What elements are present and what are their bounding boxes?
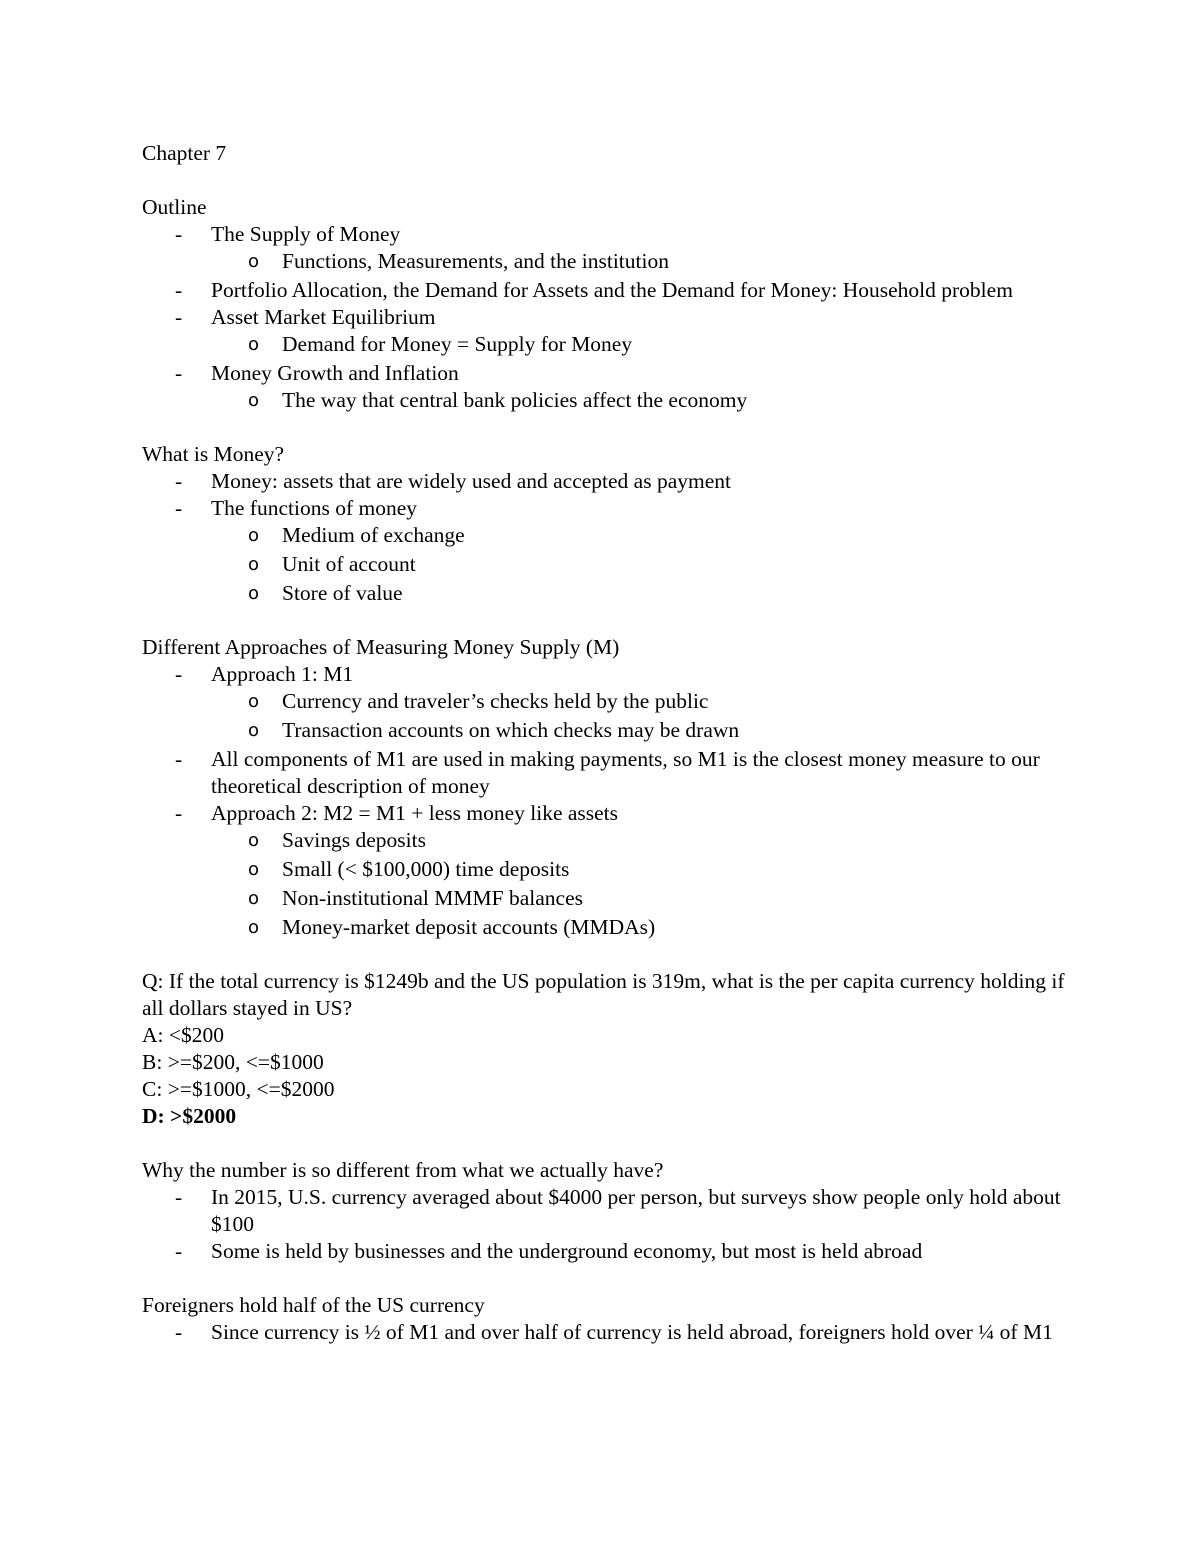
list-item-text: Money: assets that are widely used and accepted as payment (211, 469, 731, 493)
bullet-marker: o (248, 334, 260, 355)
sub-list-item (142, 914, 1072, 941)
bullet-marker: o (248, 859, 260, 880)
why-different-heading: Why the number is so different from what we actually have? (142, 1158, 664, 1182)
list-item-text: The functions of money (211, 496, 417, 520)
bullet-marker: o (248, 888, 260, 909)
dash-marker: - (175, 1239, 183, 1263)
spacer (142, 414, 1072, 441)
dash-marker: - (175, 747, 183, 771)
sub-list-item (142, 387, 1072, 414)
list-item-text: Approach 1: M1 (211, 662, 354, 686)
sub-list-item (142, 856, 1072, 883)
approaches-list (142, 661, 1072, 941)
dash-marker: - (175, 496, 183, 520)
spacer (142, 1265, 1072, 1292)
sub-list-item-text: Non-institutional MMMF balances (282, 886, 583, 910)
chapter-title: Chapter 7 (142, 141, 227, 165)
bullet-marker: o (248, 554, 260, 575)
sub-list-item-text: Functions, Measurements, and the institution (282, 249, 669, 273)
approaches-heading: Different Approaches of Measuring Money Supply (M) (142, 635, 620, 659)
dash-marker: - (175, 1320, 183, 1344)
sub-list-item-text: Savings deposits (282, 828, 426, 852)
sub-list-item-text: The way that central bank policies affect the economy (282, 388, 748, 412)
document-page (142, 140, 1072, 1346)
list-item-text: Since currency is ½ of M1 and over half of currency is held abroad, foreigners hold over ¼ of M1 (211, 1320, 1053, 1344)
list-item (142, 495, 1072, 522)
list-item-text: Asset Market Equilibrium (211, 305, 436, 329)
list-item-text: Portfolio Allocation, the Demand for Assets and the Demand for Money: Household problem (211, 278, 1013, 302)
dash-marker: - (175, 222, 183, 246)
why-different-list (142, 1184, 1072, 1265)
question-text: Q: If the total currency is $1249b and the US population is 319m, what is the per capita currency holding if all dollars stayed in US? (142, 969, 1070, 1020)
bullet-marker: o (248, 691, 260, 712)
list-item (142, 304, 1072, 331)
sub-list-item (142, 885, 1072, 912)
bullet-marker: o (248, 830, 260, 851)
sub-list-item (142, 580, 1072, 607)
dash-marker: - (175, 361, 183, 385)
question-option: C: >=$1000, <=$2000 (142, 1077, 335, 1101)
dash-marker: - (175, 469, 183, 493)
list-item-text: Approach 2: M2 = M1 + less money like assets (211, 801, 619, 825)
sub-list-item (142, 688, 1072, 715)
bullet-marker: o (248, 720, 260, 741)
bullet-marker: o (248, 390, 260, 411)
sub-list-item-text: Demand for Money = Supply for Money (282, 332, 633, 356)
sub-list-item (142, 551, 1072, 578)
list-item (142, 661, 1072, 688)
list-item-text: All components of M1 are used in making payments, so M1 is the closest money measure to our theoretical description of money (211, 747, 1040, 798)
list-item (142, 1319, 1072, 1346)
list-item (142, 221, 1072, 248)
list-item (142, 1238, 1072, 1265)
sub-list-item-text: Transaction accounts on which checks may be drawn (282, 718, 740, 742)
dash-marker: - (175, 801, 183, 825)
question-option: A: <$200 (142, 1023, 225, 1047)
spacer (142, 167, 1072, 194)
bullet-marker: o (248, 917, 260, 938)
dash-marker: - (175, 662, 183, 686)
foreigners-heading: Foreigners hold half of the US currency (142, 1293, 485, 1317)
sub-list-item (142, 248, 1072, 275)
list-item (142, 800, 1072, 827)
sub-list-item-text: Currency and traveler’s checks held by the public (282, 689, 709, 713)
outline-list (142, 221, 1072, 414)
sub-list-item (142, 827, 1072, 854)
sub-list-item (142, 331, 1072, 358)
list-item-text: The Supply of Money (211, 222, 401, 246)
spacer (142, 607, 1072, 634)
bullet-marker: o (248, 583, 260, 604)
sub-list-item-text: Medium of exchange (282, 523, 465, 547)
sub-list-item (142, 717, 1072, 744)
list-item (142, 360, 1072, 387)
spacer (142, 1130, 1072, 1157)
sub-list-item-text: Small (< $100,000) time deposits (282, 857, 570, 881)
what-is-money-heading: What is Money? (142, 442, 285, 466)
question-option: B: >=$200, <=$1000 (142, 1050, 324, 1074)
outline-heading: Outline (142, 195, 207, 219)
sub-list-item (142, 522, 1072, 549)
question-answer: D: >$2000 (142, 1104, 237, 1128)
list-item-text: Money Growth and Inflation (211, 361, 459, 385)
list-item (142, 277, 1072, 304)
bullet-marker: o (248, 525, 260, 546)
foreigners-list (142, 1319, 1072, 1346)
bullet-marker: o (248, 251, 260, 272)
list-item-text: Some is held by businesses and the underground economy, but most is held abroad (211, 1239, 923, 1263)
dash-marker: - (175, 1185, 183, 1209)
dash-marker: - (175, 305, 183, 329)
dash-marker: - (175, 278, 183, 302)
list-item-text: In 2015, U.S. currency averaged about $4000 per person, but surveys show people only hold about $100 (211, 1185, 1061, 1236)
sub-list-item-text: Store of value (282, 581, 403, 605)
what-is-money-list (142, 468, 1072, 607)
sub-list-item-text: Unit of account (282, 552, 416, 576)
list-item (142, 1184, 1072, 1238)
spacer (142, 941, 1072, 968)
sub-list-item-text: Money-market deposit accounts (MMDAs) (282, 915, 656, 939)
list-item (142, 746, 1072, 800)
list-item (142, 468, 1072, 495)
